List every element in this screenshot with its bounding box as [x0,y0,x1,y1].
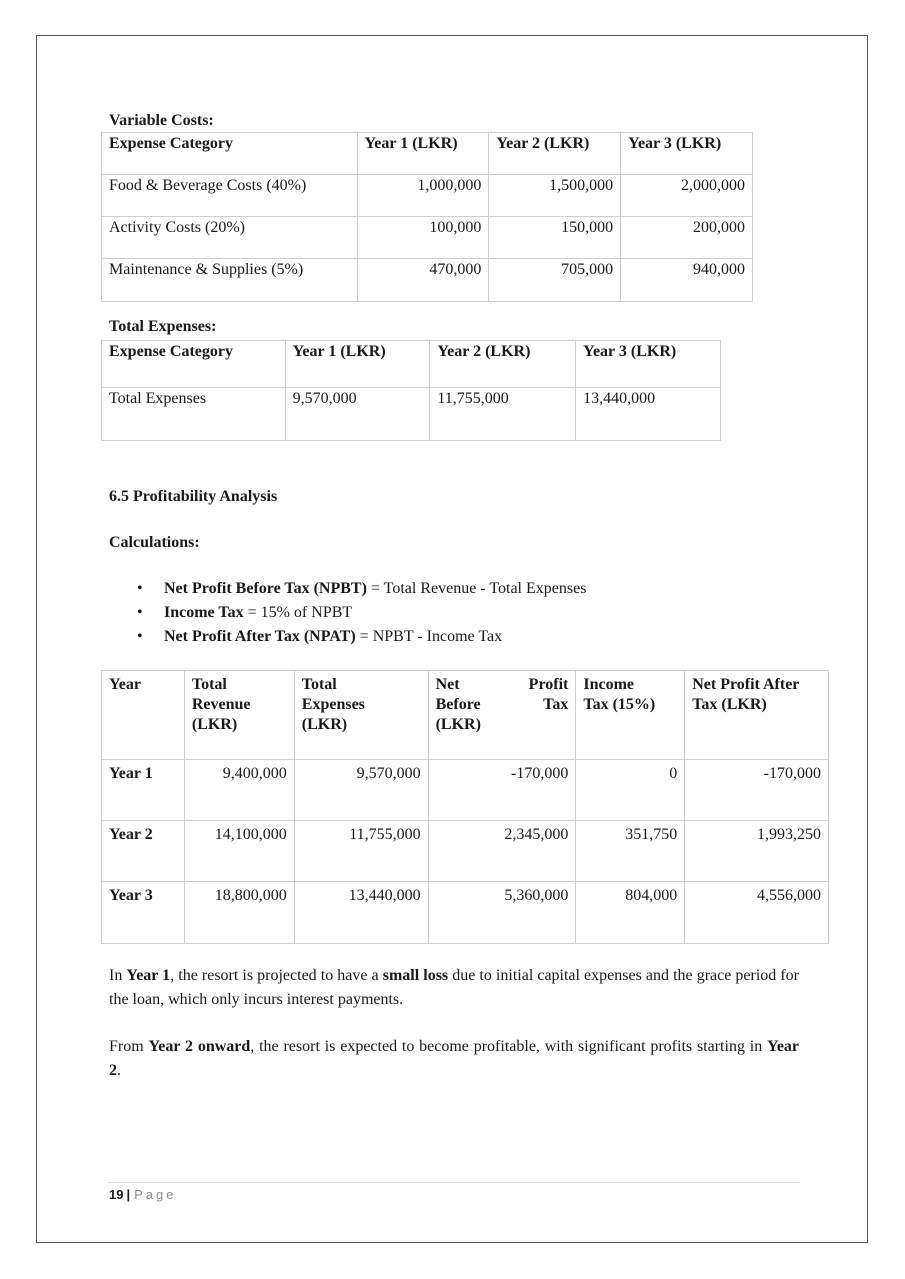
value-cell: 11,755,000 [294,821,428,882]
value-cell: 9,570,000 [294,760,428,821]
table-row [102,175,753,217]
value-cell: 1,500,000 [489,175,621,217]
text-run: In [109,967,127,984]
value-cell: 351,750 [576,821,685,882]
value-cell: 2,345,000 [428,821,576,882]
header-cell: Year 1 (LKR) [357,133,489,175]
header-line: Tax (15%) [583,696,656,713]
bullet-term: Net Profit After Tax (NPAT) [164,628,356,645]
header-cell [685,671,829,760]
value-cell: 13,440,000 [576,388,721,441]
header-line: Expenses [301,696,365,713]
value-cell: 940,000 [621,259,753,302]
bullet-text: = Total Revenue - Total Expenses [366,580,587,597]
table-row [102,821,829,882]
header-word: Tax [543,696,569,713]
value-cell: 18,800,000 [184,882,294,944]
category-cell: Activity Costs (20%) [102,217,358,259]
header-line: (LKR) [191,716,238,733]
value-cell: 11,755,000 [430,388,576,441]
table-row [102,259,753,302]
bullet-term: Income Tax [164,604,244,621]
header-line: Total [191,676,227,693]
header-line: Total [301,676,337,693]
header-cell [576,671,685,760]
calculations-heading: Calculations: [109,534,200,551]
text-run: . [117,1062,121,1079]
header-line [436,675,569,695]
variable-costs-title: Variable Costs: [109,112,214,129]
value-cell: 705,000 [489,259,621,302]
category-cell: Maintenance & Supplies (5%) [102,259,358,302]
bullet-term: Net Profit Before Tax (NPBT) [164,580,367,597]
formula-list [110,577,586,649]
value-cell: 13,440,000 [294,882,428,944]
section-heading: 6.5 Profitability Analysis [109,488,278,505]
header-line: Tax (LKR) [692,696,767,713]
table-row [102,217,753,259]
table-header-row [102,133,753,175]
value-cell: 100,000 [357,217,489,259]
table-row [102,760,829,821]
header-line: Revenue [191,696,251,713]
value-cell: 804,000 [576,882,685,944]
header-line: (LKR) [435,716,481,733]
header-cell: Year 2 (LKR) [430,341,576,388]
header-line: Net Profit After [692,676,800,693]
value-cell: 470,000 [357,259,489,302]
value-cell: 1,993,250 [685,821,829,882]
list-item [110,601,586,625]
category-cell: Total Expenses [102,388,286,441]
text-run: , the resort is expected to become profitable, with significant profits starting in [250,1038,768,1055]
table-row [102,882,829,944]
header-cell: Year 3 (LKR) [576,341,721,388]
table-row [102,388,721,441]
category-cell: Food & Beverage Costs (40%) [102,175,358,217]
text-run-bold: Year 1 [126,967,171,984]
header-cell: Year [102,671,185,760]
text-run: due to initial capital expenses and the grace period for the loan, which only incurs interest payments. [109,967,800,1008]
text-run-bold: Year 2 onward [148,1038,251,1055]
page-word: Page [134,1187,177,1202]
value-cell: 5,360,000 [428,882,576,944]
footer-separator: | [126,1187,131,1202]
value-cell: 9,570,000 [285,388,430,441]
header-cell [428,671,576,760]
paragraph-year1 [109,964,799,1012]
header-cell: Expense Category [102,341,286,388]
header-cell [294,671,428,760]
value-cell: -170,000 [428,760,576,821]
year-cell: Year 1 [102,760,185,821]
header-word: Before [435,696,481,713]
text-run: From [109,1038,149,1055]
header-word: Profit [528,676,569,693]
value-cell: 4,556,000 [685,882,829,944]
value-cell: 200,000 [621,217,753,259]
footer-divider [108,1182,800,1183]
bullet-text: = NPBT - Income Tax [355,628,503,645]
variable-costs-table [101,132,753,302]
header-cell: Year 1 (LKR) [285,341,430,388]
header-line: (LKR) [301,716,348,733]
value-cell: 9,400,000 [184,760,294,821]
year-cell: Year 3 [102,882,185,944]
header-line: Income [583,676,635,693]
header-cell [184,671,294,760]
table-header-row [102,341,721,388]
total-expenses-title: Total Expenses: [109,318,217,335]
list-item [110,577,586,601]
header-cell: Expense Category [102,133,358,175]
text-run-bold: Year 2 [109,1038,800,1079]
value-cell: 2,000,000 [621,175,753,217]
year-cell: Year 2 [102,821,185,882]
value-cell: 0 [576,760,685,821]
header-line [436,695,569,715]
header-word: Net [435,676,460,693]
page-number: 19 [109,1187,124,1202]
bullet-text: = 15% of NPBT [243,604,353,621]
text-run: , the resort is projected to have a [170,967,383,984]
value-cell: 150,000 [489,217,621,259]
text-run-bold: small loss [382,967,449,984]
page-footer [109,1187,176,1202]
value-cell: 1,000,000 [357,175,489,217]
value-cell: 14,100,000 [184,821,294,882]
header-cell: Year 3 (LKR) [621,133,753,175]
list-item [110,625,586,649]
paragraph-year2 [109,1035,799,1083]
total-expenses-table [101,340,721,441]
table-header-row [102,671,829,760]
header-cell: Year 2 (LKR) [489,133,621,175]
profitability-table [101,670,829,944]
value-cell: -170,000 [685,760,829,821]
